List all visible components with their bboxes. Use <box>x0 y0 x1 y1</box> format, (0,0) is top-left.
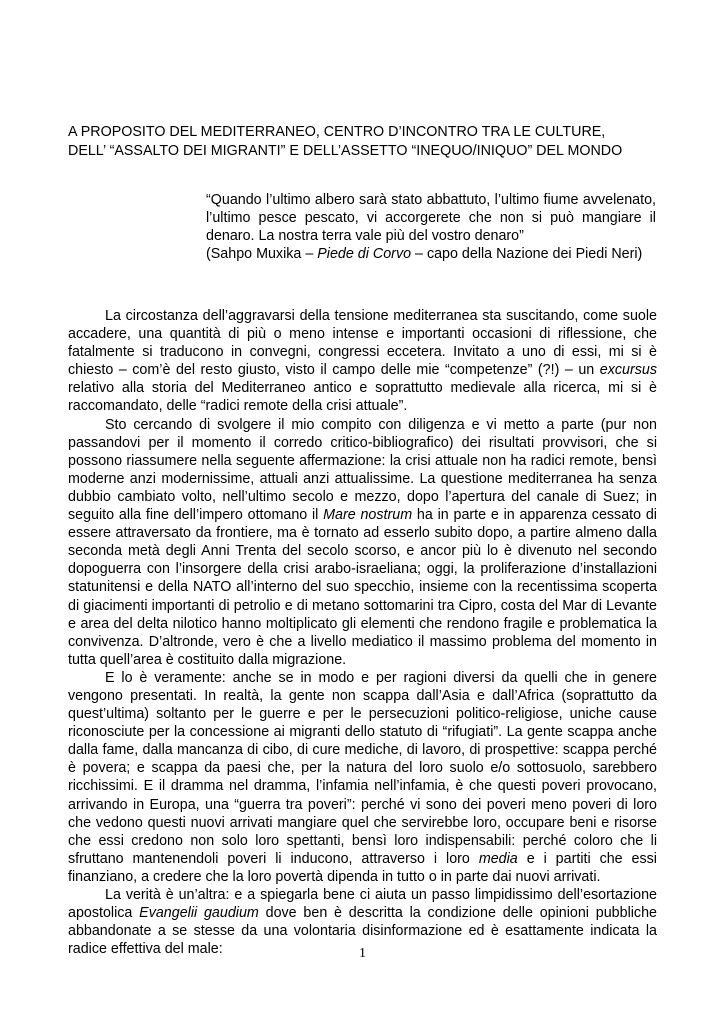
p4-text-a: La verità è un’altra: e a spiegarla bene ci aiuta un passo limpidissimo dell’esortazione apostolica <box>68 887 657 922</box>
body-text <box>68 307 657 958</box>
paragraph-1 <box>68 307 657 416</box>
title-line-2: DELL’ “ASSALTO DEI MIGRANTI” E DELL’ASSETTO “INEQUO/INIQUO” DEL MONDO <box>68 143 623 159</box>
p3-text-a: E lo è veramente: anche se in modo e per ragioni diversi da quelli che in genere vengono presentati. In realtà, la gente non scappa dall’Asia e dall’Africa (soprattutto da quest’ultima) soltanto per le guerre e per le persecuzioni politico-religiose, uniche cause riconosciute per la concessione ai migranti dello statuto di “rifugiati”. La gente scappa anche dalla fame, dalla mancanza di cibo, di cure mediche, di lavoro, di prospettive: scappa perché è povera; e scappa da paesi che, per la natura del loro suolo e/o sottosuolo, sarebbero ricchissimi. E il dramma nel dramma, l’infamia nell’infamia, è che questi poveri provocano, arrivando in Europa, una “guerra tra poveri”: perché vi sono dei poveri meno poveri di loro che vedono questi nuovi arrivati mangiare quel che servirebbe loro, occupare beni e risorse che essi credono non solo loro spettanti, bensì loro indispensabili: perché coloro che li sfruttano mantenendoli poveri li inducono, attraverso i loro <box>68 669 657 867</box>
title-line-1: A PROPOSITO DEL MEDITERRANEO, CENTRO D’INCONTRO TRA LE CULTURE, <box>68 124 606 140</box>
p3-text-b: e i partiti che essi finanziano, a credere che la loro povertà dipenda in tutto o in parte dai nuovi arrivati. <box>68 850 657 885</box>
p2-italic: Mare nostrum <box>323 507 413 524</box>
attribution-prefix: (Sahpo Muxika – <box>206 246 318 262</box>
attribution-suffix: – capo della Nazione dei Piedi Neri) <box>411 246 643 262</box>
paragraph-2 <box>68 416 657 669</box>
document-title <box>68 123 657 161</box>
p1-text-a: La circostanza dell’aggravarsi della tensione mediterranea sta suscitando, come suole accadere, una quantità di più o meno intense e importanti occasioni di riflessione, che fatalmente si traducono in convegni, congressi eccetera. Invitato a uno di essi, mi si è chiesto – com’è del resto giusto, visto il campo delle mie “competenze” (?!) – un <box>68 308 657 379</box>
paragraph-3 <box>68 669 657 886</box>
attribution-name: Piede di Corvo <box>317 246 412 262</box>
p4-text-b: dove ben è descritta la condizione delle opinioni pubbliche abbandonate a se stesse da una volontaria disinformazione ed è esattamente indicata la radice effettiva del male: <box>68 905 657 958</box>
p1-italic: excursus <box>599 362 657 379</box>
p2-text-a: Sto cercando di svolgere il mio compito con diligenza e vi metto a parte (pur non passandovi per il momento il corredo critico-bibliografico) dei risultati provvisori, che si possono riassumere nella seguente affermazione: la crisi attuale non ha radici remote, bensì moderne anzi modernissime, attuali anzi attualissime. La questione mediterranea ha senza dubbio cambiato volto, nell’ultimo secolo e mezzo, dopo l’apertura del canale di Suez; in seguito alla fine dell’impero ottomano il <box>68 416 657 524</box>
p3-italic: media <box>478 850 518 867</box>
epigraph-attribution <box>206 245 656 263</box>
page-number: 1 <box>359 946 366 961</box>
p1-text-b: relativo alla storia del Mediterraneo antico e soprattutto medievale alla ricerca, mi si è raccomandato, delle “radici remote della crisi attuale”. <box>68 380 657 415</box>
p2-text-b: ha in parte e in apparenza cessato di essere attraversato da frontiere, ma è tornato ad esserlo subito dopo, a partire almeno dalla seconda metà degli Anni Trenta del secolo scorso, e ancor più lo è divenuto nel secondo dopoguerra con l’insorgere della crisi arabo-israeliana; oggi, la proliferazione d’installazioni statunitensi e della NATO all’interno del suo specchio, insieme con la recentissima scoperta di giacimenti importanti di petrolio e di metano sottomarini tra Cipro, costa del Mar di Levante e area del delta nilotico hanno moltiplicato gli elementi che rendono fragile e problematica la convivenza. D’altronde, vero è che a livello mediatico il massimo problema del momento in tutta quell’area è costituito dalla migrazione. <box>68 507 657 668</box>
epigraph <box>206 191 656 263</box>
p4-italic: Evangelii gaudium <box>139 905 259 922</box>
epigraph-quote: “Quando l’ultimo albero sarà stato abbattuto, l’ultimo fiume avvelenato, l’ultimo pesce pescato, vi accorgerete che non si può mangiare il denaro. La nostra terra vale più del vostro denaro” <box>206 192 656 244</box>
